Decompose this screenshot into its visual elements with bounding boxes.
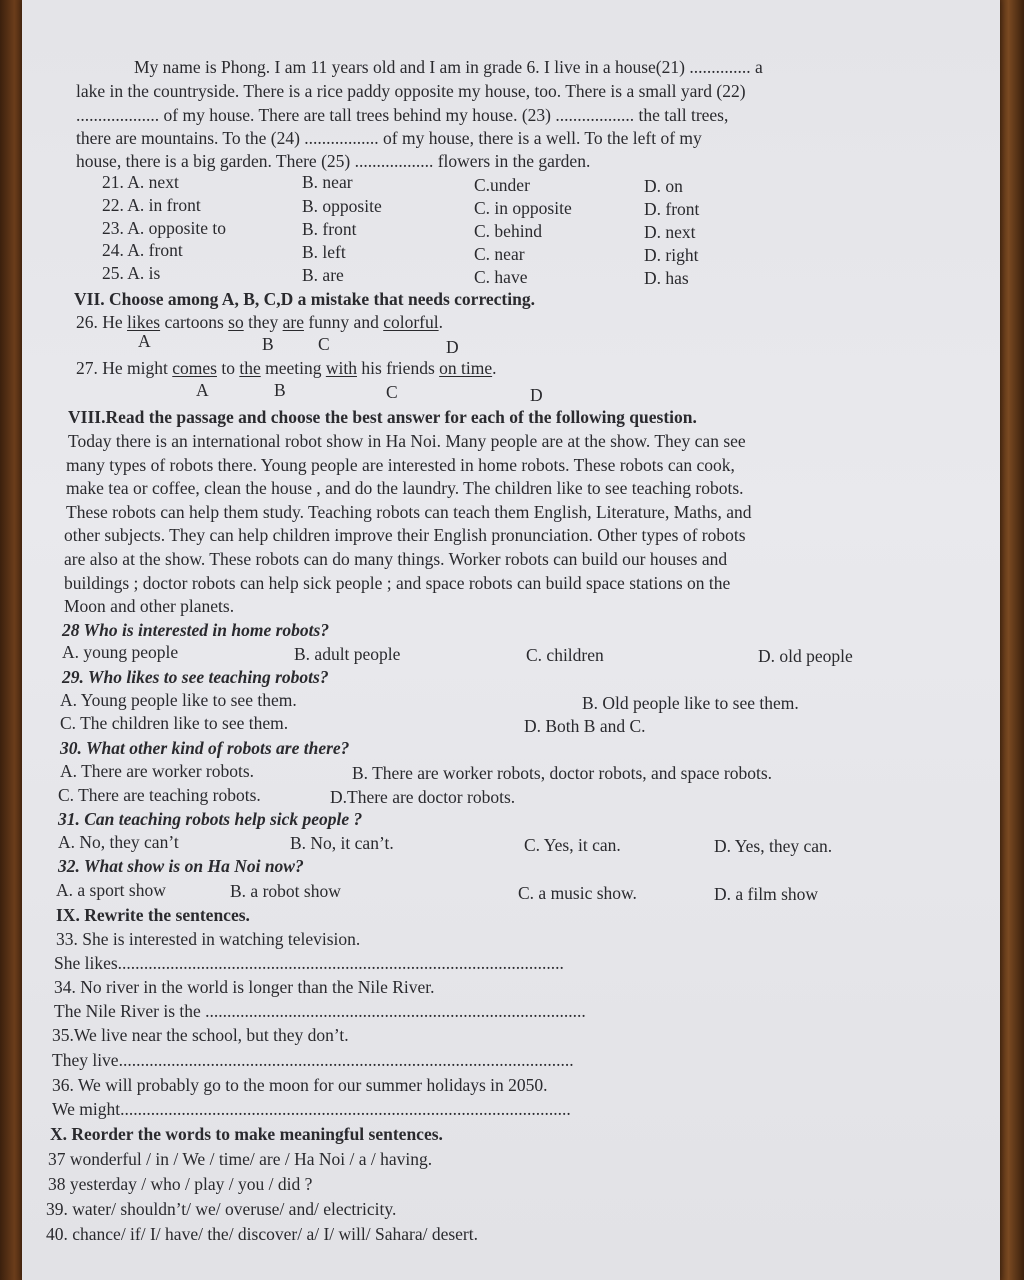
q27-label-a: A xyxy=(196,380,209,400)
q30-question: 30. What other kind of robots are there? xyxy=(60,738,350,758)
q23-option-b: B. front xyxy=(302,219,357,239)
passage1-line-1: My name is Phong. I am 11 years old and I am in grade 6. I live in a house(21) .............. a xyxy=(134,57,763,77)
worksheet-content xyxy=(22,0,1000,1280)
q34-prompt: 34. No river in the world is longer than the Nile River. xyxy=(54,977,435,997)
wood-frame-left xyxy=(0,0,24,1280)
q27-label-c: C xyxy=(386,382,398,402)
q28-question: 28 Who is interested in home robots? xyxy=(62,620,330,640)
q24-option-a: 24. A. front xyxy=(102,240,183,260)
q25-option-c: C. have xyxy=(474,267,528,287)
q23-option-d: D. next xyxy=(644,222,696,242)
section8-heading: VIII.Read the passage and choose the best answer for each of the following question. xyxy=(68,407,697,427)
q36-answer-line: We might....................................................................................................... xyxy=(52,1099,571,1119)
q36-prompt: 36. We will probably go to the moon for our summer holidays in 2050. xyxy=(52,1075,548,1095)
q22-option-d: D. front xyxy=(644,199,700,219)
q30-option-c: C. There are teaching robots. xyxy=(58,785,261,805)
q24-option-c: C. near xyxy=(474,244,525,264)
q40-reorder: 40. chance/ if/ I/ have/ the/ discover/ a/ I/ will/ Sahara/ desert. xyxy=(46,1224,478,1244)
q28-option-b: B. adult people xyxy=(294,644,401,664)
q25-option-d: D. has xyxy=(644,268,689,288)
q27-sentence: 27. He might comes to the meeting with his friends on time. xyxy=(76,358,497,378)
q27-choice-c: with xyxy=(325,358,357,378)
q31-option-a: A. No, they can’t xyxy=(58,832,179,852)
q32-question: 32. What show is on Ha Noi now? xyxy=(58,856,304,876)
reading-line-5: other subjects. They can help children improve their English pronunciation. Other types of robots xyxy=(64,525,746,545)
q35-answer-line: They live........................................................................................................ xyxy=(52,1050,574,1070)
q23-option-c: C. behind xyxy=(474,221,543,241)
q27-choice-b: the xyxy=(239,358,261,378)
reading-line-3: make tea or coffee, clean the house , and do the laundry. The children like to see teaching robots. xyxy=(66,478,744,498)
q22-option-b: B. opposite xyxy=(302,196,382,216)
reading-line-7: buildings ; doctor robots can help sick people ; and space robots can build space stations on the xyxy=(64,573,731,593)
q26-choice-c: are xyxy=(282,312,304,332)
q34-answer-line: The Nile River is the ....................................................................................... xyxy=(54,1001,586,1021)
q31-question: 31. Can teaching robots help sick people ? xyxy=(58,809,363,829)
q33-prompt: 33. She is interested in watching television. xyxy=(56,929,361,949)
q23-option-a: 23. A. opposite to xyxy=(102,218,226,238)
q26-choice-b: so xyxy=(228,312,244,332)
q29-question: 29. Who likes to see teaching robots? xyxy=(62,667,329,687)
q25-option-a: 25. A. is xyxy=(102,263,161,283)
q32-option-c: C. a music show. xyxy=(518,883,637,903)
reading-line-8: Moon and other planets. xyxy=(64,596,235,616)
q26-label-d: D xyxy=(446,337,459,357)
q26-choice-d: colorful xyxy=(383,312,439,332)
wood-frame-right xyxy=(998,0,1024,1280)
q24-option-b: B. left xyxy=(302,242,346,262)
q30-option-d: D.There are doctor robots. xyxy=(330,787,516,807)
q21-option-a: 21. A. next xyxy=(102,172,179,192)
q27-label-d: D xyxy=(530,385,543,405)
q29-option-c: C. The children like to see them. xyxy=(60,713,289,733)
reading-line-1: Today there is an international robot show in Ha Noi. Many people are at the show. They can see xyxy=(68,431,746,451)
worksheet-page xyxy=(22,0,1000,1280)
reading-line-6: are also at the show. These robots can do many things. Worker robots can build our houses and xyxy=(64,549,728,569)
q31-option-b: B. No, it can’t. xyxy=(290,833,394,853)
reading-line-4: These robots can help them study. Teaching robots can teach them English, Literature, Maths, and xyxy=(66,502,752,522)
q32-option-a: A. a sport show xyxy=(56,880,166,900)
q32-option-d: D. a film show xyxy=(714,884,819,904)
q22-option-a: 22. A. in front xyxy=(102,195,201,215)
q24-option-d: D. right xyxy=(644,245,699,265)
q25-option-b: B. are xyxy=(302,265,344,285)
q37-reorder: 37 wonderful / in / We / time/ are / Ha Noi / a / having. xyxy=(48,1149,433,1169)
q27-choice-d: on time xyxy=(439,358,493,378)
q28-option-c: C. children xyxy=(526,645,604,665)
q28-option-a: A. young people xyxy=(62,642,179,662)
q26-label-c: C xyxy=(318,334,330,354)
q33-answer-line: She likes...................................................................................................... xyxy=(54,953,564,973)
passage1-line-3: ................... of my house. There are tall trees behind my house. (23) .................. the tall trees, xyxy=(76,105,729,125)
q38-reorder: 38 yesterday / who / play / you / did ? xyxy=(48,1174,313,1194)
q30-option-b: B. There are worker robots, doctor robots, and space robots. xyxy=(352,763,773,783)
passage1-line-2: lake in the countryside. There is a rice paddy opposite my house, too. There is a small yard (22) xyxy=(76,81,746,101)
q21-option-d: D. on xyxy=(644,176,683,196)
section10-heading: X. Reorder the words to make meaningful sentences. xyxy=(50,1124,443,1144)
q35-prompt: 35.We live near the school, but they don’t. xyxy=(52,1025,349,1045)
q26-choice-a: likes xyxy=(127,312,161,332)
q22-option-c: C. in opposite xyxy=(474,198,572,218)
q26-sentence: 26. He likes cartoons so they are funny and colorful. xyxy=(76,312,443,332)
q26-label-a: A xyxy=(138,331,151,351)
q30-option-a: A. There are worker robots. xyxy=(60,761,255,781)
section9-heading: IX. Rewrite the sentences. xyxy=(56,905,250,925)
section7-heading: VII. Choose among A, B, C,D a mistake that needs correcting. xyxy=(74,289,535,309)
q29-option-d: D. Both B and C. xyxy=(524,716,646,736)
q27-choice-a: comes xyxy=(172,358,217,378)
q26-label-b: B xyxy=(262,334,274,354)
q31-option-d: D. Yes, they can. xyxy=(714,836,833,856)
q29-option-b: B. Old people like to see them. xyxy=(582,693,799,713)
reading-line-2: many types of robots there. Young people are interested in home robots. These robots can cook, xyxy=(66,455,735,475)
q32-option-b: B. a robot show xyxy=(230,881,341,901)
q27-label-b: B xyxy=(274,380,286,400)
q31-option-c: C. Yes, it can. xyxy=(524,835,621,855)
q39-reorder: 39. water/ shouldn’t/ we/ overuse/ and/ electricity. xyxy=(46,1199,397,1219)
q28-option-d: D. old people xyxy=(758,646,853,666)
q21-option-b: B. near xyxy=(302,172,353,192)
passage1-line-5: house, there is a big garden. There (25) .................. flowers in the garden. xyxy=(76,151,591,171)
passage1-line-4: there are mountains. To the (24) ................. of my house, there is a well. To the left of my xyxy=(76,128,702,148)
q29-option-a: A. Young people like to see them. xyxy=(60,690,297,710)
q21-option-c: C.under xyxy=(474,175,530,195)
